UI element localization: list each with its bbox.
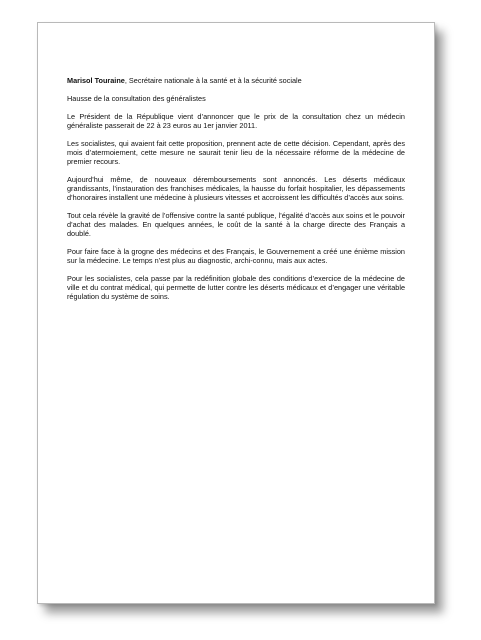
paragraph-government-mission: Pour faire face à la grogne des médecins et des Français, le Gouvernement a créé une énième mission sur la médecine. Le temps n’est plus au diagnostic, archi-connu, mais aux actes. bbox=[67, 247, 405, 265]
paragraph-reimbursements: Aujourd’hui même, de nouveaux déremboursements sont annoncés. Les déserts médicaux grandissants, l’instauration des franchises médicales, la hausse du forfait hospitalier, les dépassements d’honoraires installent une médecine à plusieurs vitesses et accroissent les difficultés d’accès aux soins. bbox=[67, 175, 405, 202]
paragraph-public-health: Tout cela révèle la gravité de l’offensive contre la santé publique, l’égalité d’accès aux soins et le pouvoir d’achat des malades. En quelques années, le coût de la santé à la charge directe des Français a doublé. bbox=[67, 211, 405, 238]
document-page bbox=[37, 22, 435, 604]
author-name: Marisol Touraine bbox=[67, 76, 125, 85]
document-subject: Hausse de la consultation des généralistes bbox=[67, 94, 206, 103]
paragraph-announcement: Le Président de la République vient d’annoncer que le prix de la consultation chez un médecin généraliste passerait de 22 à 23 euros au 1er janvier 2011. bbox=[67, 112, 405, 130]
author-line bbox=[67, 76, 405, 85]
paragraph-proposals: Pour les socialistes, cela passe par la redéfinition globale des conditions d’exercice de la médecine de ville et du contrat médical, qui permette de lutter contre les déserts médicaux et d’engager une véritable régulation du système de soins. bbox=[67, 274, 405, 301]
paragraph-socialist-response: Les socialistes, qui avaient fait cette proposition, prennent acte de cette décision. Cependant, après des mois d’atermoiement, cette mesure ne saurait tenir lieu de la nécessaire réforme de la médecine de premier recours. bbox=[67, 139, 405, 166]
document-body bbox=[67, 76, 405, 310]
author-role: , Secrétaire nationale à la santé et à la sécurité sociale bbox=[124, 76, 302, 85]
